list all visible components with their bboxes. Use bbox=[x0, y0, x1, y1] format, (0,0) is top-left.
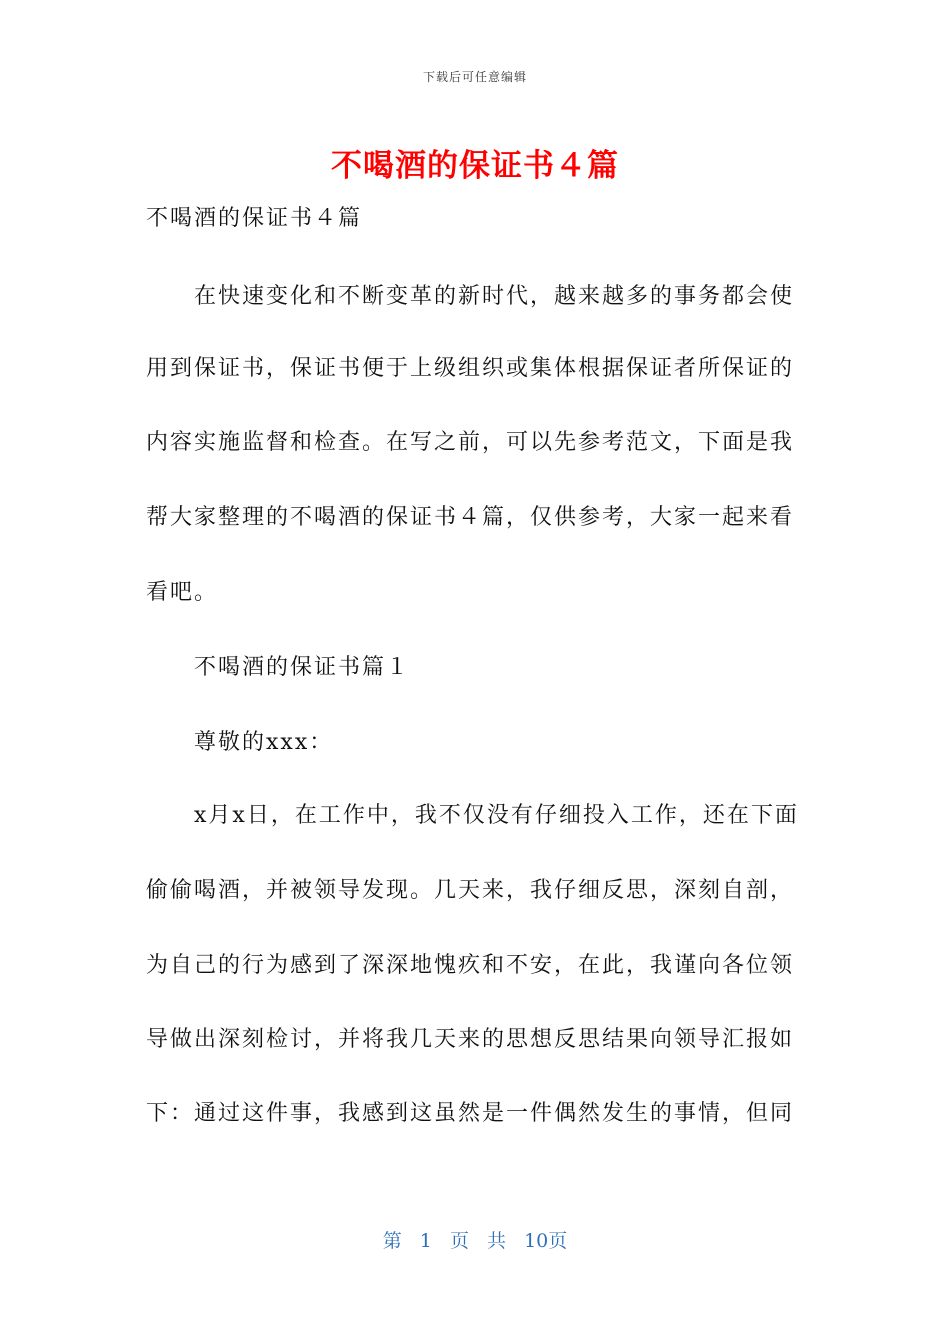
section-heading: 不喝酒的保证书篇１ bbox=[194, 655, 411, 680]
footer-current-page: 1 bbox=[419, 1230, 432, 1252]
paragraph-2-line-1: x月x日，在工作中，我不仅没有仔细投入工作，还在下面 bbox=[194, 803, 799, 828]
salutation: 尊敬的xxx： bbox=[194, 730, 334, 755]
paragraph-2-line-2: 偷偷喝酒，并被领导发现。几天来，我仔细反思，深刻自剖， bbox=[146, 878, 795, 903]
paragraph-1-line-3: 内容实施监督和检查。在写之前，可以先参考范文，下面是我 bbox=[146, 430, 795, 455]
subtitle-line: 不喝酒的保证书４篇 bbox=[146, 206, 363, 231]
page-footer bbox=[0, 1226, 950, 1253]
paragraph-2-line-4: 导做出深刻检讨，并将我几天来的思想反思结果向领导汇报如 bbox=[146, 1027, 795, 1052]
paragraph-1-line-4: 帮大家整理的不喝酒的保证书４篇，仅供参考，大家一起来看 bbox=[146, 505, 795, 530]
footer-total-pages: 10页 bbox=[524, 1230, 568, 1252]
footer-label-ye: 页 bbox=[449, 1230, 469, 1252]
header-note: 下载后可任意编辑 bbox=[422, 70, 527, 84]
footer-label-di: 第 bbox=[382, 1230, 402, 1252]
paragraph-2-line-5: 下：通过这件事，我感到这虽然是一件偶然发生的事情，但同 bbox=[146, 1101, 795, 1126]
footer-label-gong: 共 bbox=[487, 1230, 507, 1252]
document-title: 不喝酒的保证书４篇 bbox=[331, 148, 619, 184]
paragraph-1-line-2: 用到保证书，保证书便于上级组织或集体根据保证者所保证的 bbox=[146, 356, 795, 381]
paragraph-1-line-5: 看吧。 bbox=[146, 580, 219, 605]
paragraph-2-line-3: 为自己的行为感到了深深地愧疚和不安，在此，我谨向各位领 bbox=[146, 953, 795, 978]
paragraph-1-line-1: 在快速变化和不断变革的新时代，越来越多的事务都会使 bbox=[194, 284, 795, 309]
